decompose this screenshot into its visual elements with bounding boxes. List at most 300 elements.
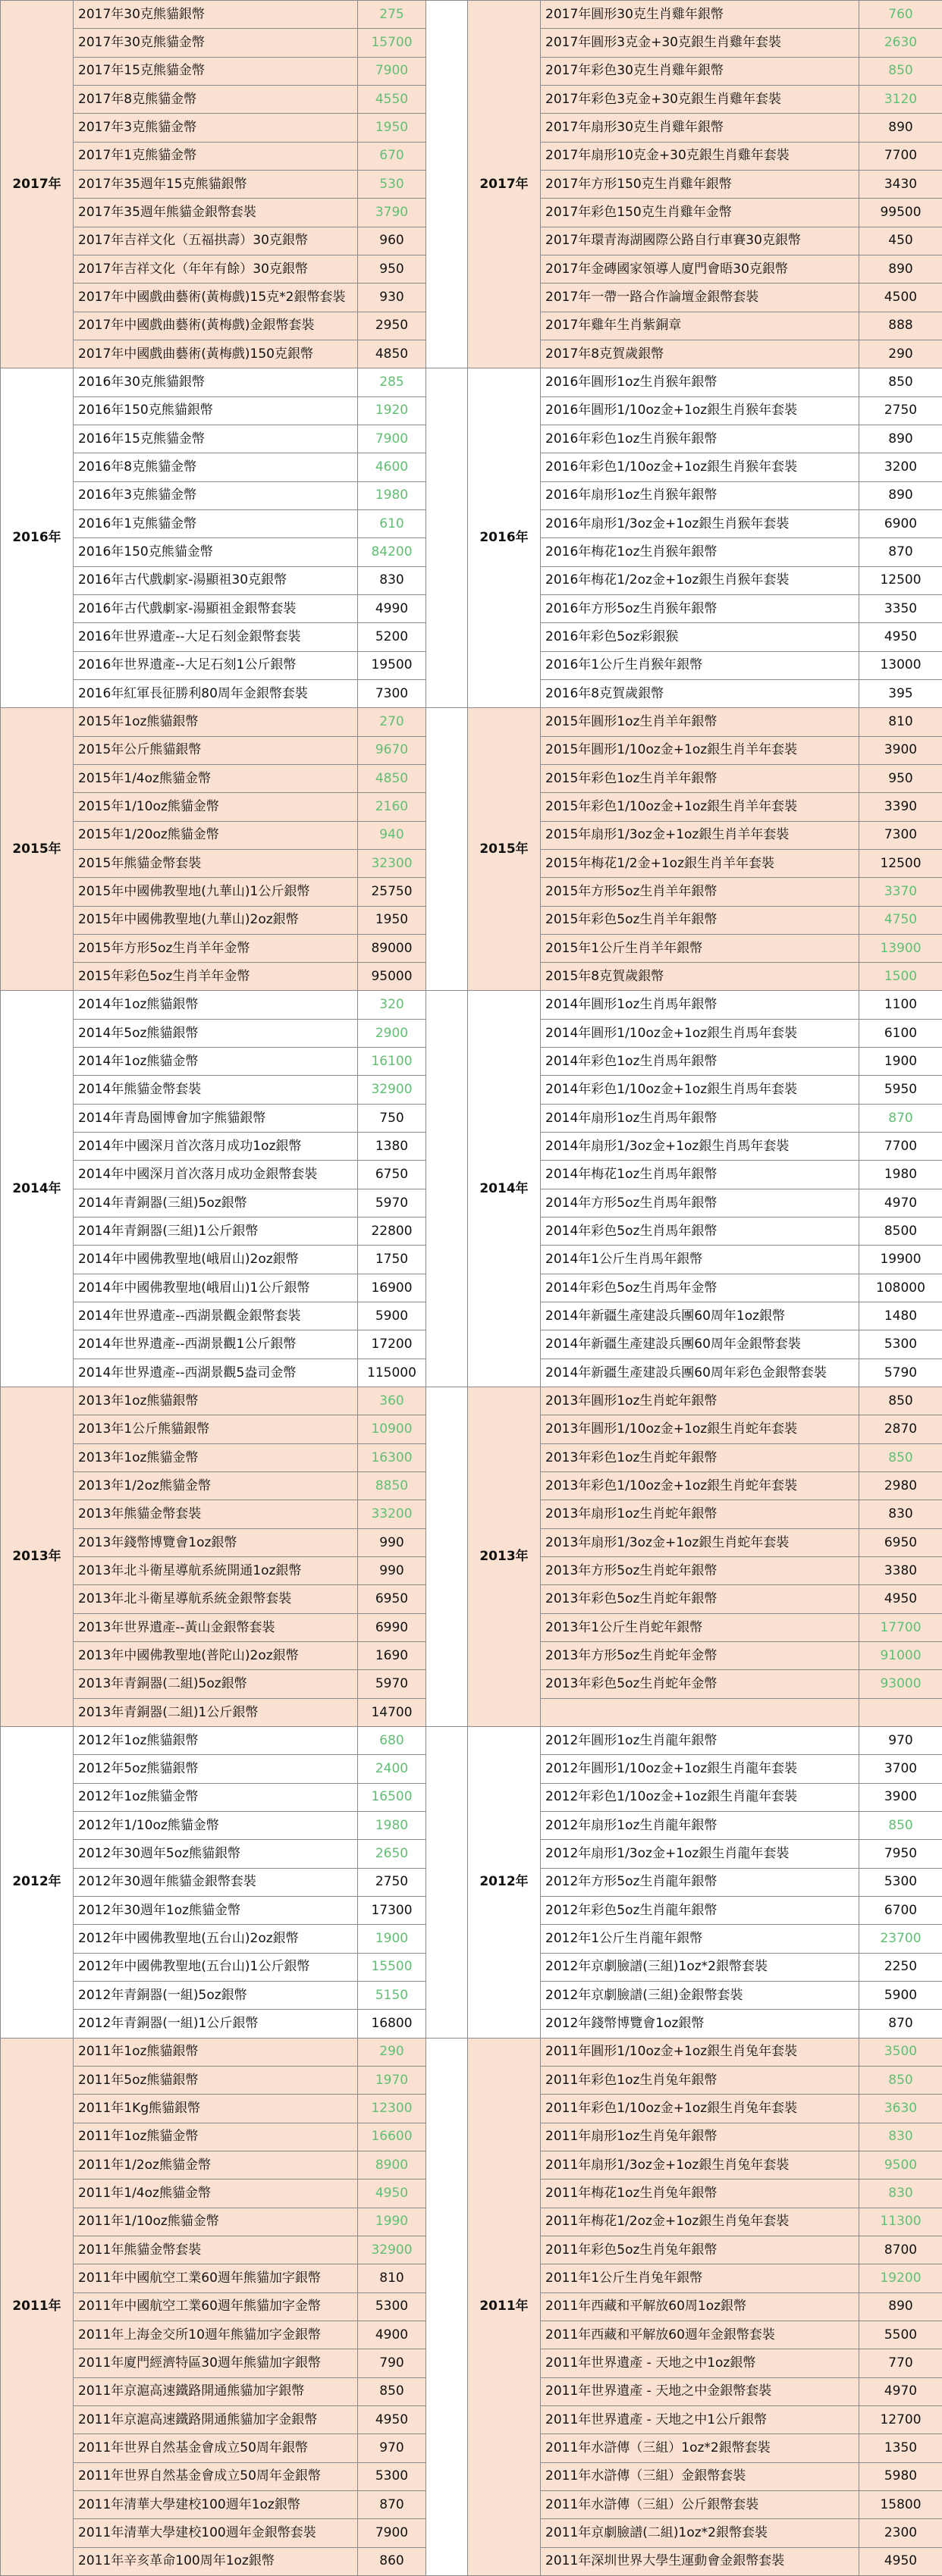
table-body: [1, 1, 942, 2576]
coin-name: 2016年1公斤生肖猴年銀幣: [541, 651, 859, 679]
coin-name: 2014年世界遺產--西湖景觀金銀幣套裝: [74, 1302, 358, 1330]
coin-price: 3900: [859, 1783, 942, 1811]
coin-price: 950: [859, 764, 942, 792]
coin-price: 32900: [358, 1076, 426, 1104]
coin-name: 2011年廈門經濟特區30週年熊貓加字銀幣: [74, 2349, 358, 2377]
coin-price: 17300: [358, 1896, 426, 1924]
coin-price: 2160: [358, 793, 426, 821]
coin-price: 2750: [859, 396, 942, 425]
coin-price: 33200: [358, 1500, 426, 1528]
coin-price: 2650: [358, 1840, 426, 1868]
coin-name: 2016年古代戲劇家-湯顯祖30克銀幣: [74, 566, 358, 594]
table-row: [1, 1387, 942, 1415]
coin-price: 2980: [859, 1472, 942, 1500]
coin-name: 2015年熊貓金幣套裝: [74, 849, 358, 877]
coin-name: 2012年30週年1oz熊貓金幣: [74, 1896, 358, 1924]
coin-price: 5300: [358, 2462, 426, 2490]
coin-price: 450: [859, 227, 942, 255]
coin-price: 970: [358, 2434, 426, 2462]
table-row: [1, 2038, 942, 2066]
coin-name: 2011年清華大學建校100週年金銀幣套裝: [74, 2519, 358, 2547]
coin-name: 2014年圓形1oz生肖馬年銀幣: [541, 991, 859, 1019]
coin-name: 2011年扇形1oz生肖兔年銀幣: [541, 2123, 859, 2151]
coin-price: 91000: [859, 1642, 942, 1670]
table-row: [1, 991, 942, 1019]
coin-price: 5500: [859, 2321, 942, 2349]
column-gap: [426, 1727, 468, 2039]
coin-price: 84200: [358, 538, 426, 566]
coin-price: 5300: [859, 1330, 942, 1359]
coin-price: 19200: [859, 2264, 942, 2292]
coin-price: 870: [859, 1104, 942, 1132]
coin-price: 850: [859, 57, 942, 85]
coin-name: 2014年1oz熊貓銀幣: [74, 991, 358, 1019]
coin-price: 5200: [358, 623, 426, 651]
coin-price: 7300: [358, 679, 426, 707]
coin-price: 6100: [859, 1019, 942, 1047]
coin-name: 2014年中國深月首次落月成功1oz銀幣: [74, 1133, 358, 1161]
coin-price: 3630: [859, 2095, 942, 2123]
coin-price: 8700: [859, 2236, 942, 2264]
coin-price: 270: [358, 708, 426, 736]
coin-name: 2017年吉祥文化（五福拱壽）30克銀幣: [74, 227, 358, 255]
coin-name: 2015年公斤熊貓銀幣: [74, 736, 358, 764]
coin-price: 1750: [358, 1246, 426, 1274]
coin-price: 3390: [859, 793, 942, 821]
coin-name: 2016年方形5oz生肖猴年銀幣: [541, 594, 859, 622]
coin-name: 2012年1公斤生肖龍年銀幣: [541, 1925, 859, 1953]
coin-name: 2014年新疆生產建設兵團60周年1oz銀幣: [541, 1302, 859, 1330]
coin-name: 2017年扇形10克金+30克銀生肖雞年套裝: [541, 142, 859, 170]
coin-price: 4850: [358, 764, 426, 792]
coin-price: 940: [358, 821, 426, 849]
coin-price: 1690: [358, 1642, 426, 1670]
coin-price: 4950: [859, 2547, 942, 2575]
coin-name: 2013年彩色1oz生肖蛇年銀幣: [541, 1443, 859, 1471]
coin-name: 2012年中國佛教聖地(五台山)1公斤銀幣: [74, 1953, 358, 1981]
coin-price: 6750: [358, 1161, 426, 1189]
coin-name: 2012年30週年5oz熊貓銀幣: [74, 1840, 358, 1868]
coin-name: 2014年中國佛教聖地(峨眉山)1公斤銀幣: [74, 1274, 358, 1302]
coin-name: 2015年1/20oz熊貓金幣: [74, 821, 358, 849]
coin-price: 4970: [859, 2377, 942, 2405]
coin-price: 530: [358, 170, 426, 198]
coin-name: 2016年世界遺產--大足石刻1公斤銀幣: [74, 651, 358, 679]
coin-name: 2017年圓形30克生肖雞年銀幣: [541, 1, 859, 29]
coin-price: 16900: [358, 1274, 426, 1302]
coin-name: 2014年中國深月首次落月成功金銀幣套裝: [74, 1161, 358, 1189]
coin-name: 2017年扇形30克生肖雞年銀幣: [541, 114, 859, 142]
coin-price: 32300: [358, 849, 426, 877]
coin-name: 2013年中國佛教聖地(普陀山)2oz銀幣: [74, 1642, 358, 1670]
coin-price: 19500: [358, 651, 426, 679]
coin-name: 2016年3克熊貓金幣: [74, 481, 358, 509]
coin-name: 2011年1/10oz熊貓金幣: [74, 2208, 358, 2236]
coin-price: 890: [859, 114, 942, 142]
coin-price: 5950: [859, 1076, 942, 1104]
coin-price: 10900: [358, 1415, 426, 1443]
coin-price: 4950: [859, 623, 942, 651]
year-label-left: 2015年: [1, 708, 74, 991]
coin-price: 2950: [358, 312, 426, 340]
coin-price: 6990: [358, 1613, 426, 1641]
coin-name: 2013年方形5oz生肖蛇年金幣: [541, 1642, 859, 1670]
coin-price: 810: [358, 2264, 426, 2292]
coin-name: 2017年彩色150克生肖雞年金幣: [541, 199, 859, 227]
coin-name: 2016年圓形1/10oz金+1oz銀生肖猴年套裝: [541, 396, 859, 425]
coin-price: 830: [358, 566, 426, 594]
coin-name: 2014年世界遺產--西湖景觀1公斤銀幣: [74, 1330, 358, 1359]
coin-price: 970: [859, 1727, 942, 1755]
coin-price: 290: [859, 340, 942, 368]
coin-price: 1980: [358, 481, 426, 509]
coin-name: 2015年中國佛教聖地(九華山)2oz銀幣: [74, 906, 358, 934]
coin-price: 17700: [859, 1613, 942, 1641]
coin-name: 2011年世界遺產 - 天地之中金銀幣套裝: [541, 2377, 859, 2405]
coin-price: 4500: [859, 284, 942, 312]
coin-name: 2011年梅花1/2oz金+1oz銀生肖兔年套裝: [541, 2208, 859, 2236]
coin-name: 2011年5oz熊貓銀幣: [74, 2066, 358, 2094]
coin-name: 2012年扇形1/3oz金+1oz銀生肖龍年套裝: [541, 1840, 859, 1868]
coin-name: 2014年彩色1/10oz金+1oz銀生肖馬年套裝: [541, 1076, 859, 1104]
coin-price: 1980: [358, 1812, 426, 1840]
coin-name: 2016年圓形1oz生肖猴年銀幣: [541, 368, 859, 396]
coin-name: 2015年方形5oz生肖羊年金幣: [74, 934, 358, 962]
coin-price: 108000: [859, 1274, 942, 1302]
coin-price: 870: [859, 538, 942, 566]
year-label-right: 2016年: [468, 368, 541, 708]
column-gap: [426, 1387, 468, 1727]
coin-price: 9670: [358, 736, 426, 764]
coin-name: 2016年梅花1/2oz金+1oz銀生肖猴年套裝: [541, 566, 859, 594]
coin-name: 2012年中國佛教聖地(五台山)2oz銀幣: [74, 1925, 358, 1953]
coin-name: 2011年1Kg熊貓銀幣: [74, 2095, 358, 2123]
coin-name: 2012年青銅器(一組)5oz銀幣: [74, 1981, 358, 2009]
coin-price: 16500: [358, 1783, 426, 1811]
coin-price: 2750: [358, 1868, 426, 1896]
coin-name: 2011年世界遺產 - 天地之中1公斤銀幣: [541, 2405, 859, 2433]
coin-name: 2014年梅花1oz生肖馬年銀幣: [541, 1161, 859, 1189]
coin-price: 930: [358, 284, 426, 312]
coin-name: 2014年新疆生產建設兵團60周年金銀幣套裝: [541, 1330, 859, 1359]
coin-price: 4950: [358, 2180, 426, 2208]
year-label-left: 2016年: [1, 368, 74, 708]
coin-name: 2012年30週年熊貓金銀幣套裝: [74, 1868, 358, 1896]
coin-price: 4600: [358, 453, 426, 481]
coin-name: 2013年彩色5oz生肖蛇年銀幣: [541, 1585, 859, 1613]
coin-name: 2013年方形5oz生肖蛇年銀幣: [541, 1557, 859, 1585]
coin-name: 2011年中國航空工業60週年熊貓加字金幣: [74, 2292, 358, 2321]
coin-price: 275: [358, 1, 426, 29]
coin-price: 750: [358, 1104, 426, 1132]
coin-name: 2015年彩色5oz生肖羊年金幣: [74, 963, 358, 991]
coin-name: 2013年圓形1oz生肖蛇年銀幣: [541, 1387, 859, 1415]
coin-price: 6900: [859, 509, 942, 537]
coin-price: 830: [859, 2123, 942, 2151]
coin-name: 2012年1/10oz熊貓金幣: [74, 1812, 358, 1840]
coin-price: 670: [358, 142, 426, 170]
coin-price: 1900: [358, 1925, 426, 1953]
coin-name: 2017年雞年生肖紫銅章: [541, 312, 859, 340]
year-label-right: 2012年: [468, 1727, 541, 2039]
coin-price: 850: [859, 368, 942, 396]
coin-name: 2014年熊貓金幣套裝: [74, 1076, 358, 1104]
coin-price: 850: [859, 2066, 942, 2094]
coin-price: 5150: [358, 1981, 426, 2009]
coin-name: 2013年北斗衛星導航系統金銀幣套裝: [74, 1585, 358, 1613]
coin-name: 2016年彩色5oz彩銀猴: [541, 623, 859, 651]
coin-name: 2012年圓形1oz生肖龍年銀幣: [541, 1727, 859, 1755]
coin-name: 2011年水滸傳（三組）公斤銀幣套裝: [541, 2490, 859, 2518]
coin-name: 2015年中國佛教聖地(九華山)1公斤銀幣: [74, 878, 358, 906]
coin-price: 810: [859, 708, 942, 736]
coin-price: 830: [859, 2180, 942, 2208]
coin-name: 2014年彩色1oz生肖馬年銀幣: [541, 1048, 859, 1076]
coin-name: 2015年梅花1/2金+1oz銀生肖羊年套裝: [541, 849, 859, 877]
coin-price: 93000: [859, 1670, 942, 1698]
coin-price: 15500: [358, 1953, 426, 1981]
coin-name: 2012年京劇臉譜(三組)金銀幣套裝: [541, 1981, 859, 2009]
coin-name: 2011年1/4oz熊貓金幣: [74, 2180, 358, 2208]
year-label-right: 2013年: [468, 1387, 541, 1727]
coin-name: 2013年世界遺產--黃山金銀幣套裝: [74, 1613, 358, 1641]
coin-name: 2016年30克熊貓銀幣: [74, 368, 358, 396]
coin-price: 5300: [859, 1868, 942, 1896]
coin-price: 3120: [859, 85, 942, 113]
year-label-left: 2011年: [1, 2038, 74, 2575]
coin-name: 2011年京劇臉譜(二組)1oz*2銀幣套裝: [541, 2519, 859, 2547]
coin-price: 4900: [358, 2321, 426, 2349]
coin-price: 6700: [859, 1896, 942, 1924]
coin-price: 1920: [358, 396, 426, 425]
year-label-left: 2012年: [1, 1727, 74, 2039]
coin-price: 3900: [859, 736, 942, 764]
coin-price: 960: [358, 227, 426, 255]
coin-price: 1500: [859, 963, 942, 991]
year-label-left: 2013年: [1, 1387, 74, 1727]
coin-price: 4850: [358, 340, 426, 368]
coin-name: 2011年西藏和平解放60週年金銀幣套裝: [541, 2321, 859, 2349]
coin-price: 790: [358, 2349, 426, 2377]
column-gap: [426, 368, 468, 708]
coin-name: 2011年彩色1/10oz金+1oz銀生肖兔年套裝: [541, 2095, 859, 2123]
coin-name: 2012年扇形1oz生肖龍年銀幣: [541, 1812, 859, 1840]
coin-price: 1950: [358, 114, 426, 142]
coin-name: 2011年世界遺產 - 天地之中1oz銀幣: [541, 2349, 859, 2377]
coin-price: 290: [358, 2038, 426, 2066]
coin-name: 2016年梅花1oz生肖猴年銀幣: [541, 538, 859, 566]
coin-price: 12300: [358, 2095, 426, 2123]
coin-name: 2011年水滸傳（三組）1oz*2銀幣套裝: [541, 2434, 859, 2462]
coin-name: 2016年彩色1/10oz金+1oz銀生肖猴年套裝: [541, 453, 859, 481]
coin-name: 2016年15克熊貓金幣: [74, 425, 358, 453]
coin-name: 2014年扇形1oz生肖馬年銀幣: [541, 1104, 859, 1132]
coin-name: 2017年8克賀歲銀幣: [541, 340, 859, 368]
coin-price: 16100: [358, 1048, 426, 1076]
coin-price: 16600: [358, 2123, 426, 2151]
coin-price: 7900: [358, 425, 426, 453]
coin-name: 2012年彩色1/10oz金+1oz銀生肖龍年套裝: [541, 1783, 859, 1811]
coin-name: 2014年圓形1/10oz金+1oz銀生肖馬年套裝: [541, 1019, 859, 1047]
table-row: [1, 368, 942, 396]
coin-price: 7950: [859, 1840, 942, 1868]
coin-price: 7700: [859, 142, 942, 170]
coin-name: 2013年1oz熊貓銀幣: [74, 1387, 358, 1415]
coin-name: 2011年清華大學建校100週年1oz銀幣: [74, 2490, 358, 2518]
coin-price: 99500: [859, 199, 942, 227]
coin-price: 7300: [859, 821, 942, 849]
coin-price: 990: [358, 1557, 426, 1585]
coin-name: 2011年京滬高速鐵路開通熊貓加字銀幣: [74, 2377, 358, 2405]
coin-name: 2016年150克熊貓金幣: [74, 538, 358, 566]
coin-name: 2017年3克熊貓金幣: [74, 114, 358, 142]
coin-price: 5790: [859, 1359, 942, 1387]
coin-price: 1950: [358, 906, 426, 934]
coin-name: 2016年扇形1/3oz金+1oz銀生肖猴年套裝: [541, 509, 859, 537]
year-label-left: 2017年: [1, 1, 74, 368]
coin-price: 320: [358, 991, 426, 1019]
coin-name: 2013年錢幣博覽會1oz銀幣: [74, 1528, 358, 1556]
coin-price: 4550: [358, 85, 426, 113]
coin-name: 2017年一帶一路合作論壇金銀幣套裝: [541, 284, 859, 312]
coin-price: 2900: [358, 1019, 426, 1047]
coin-price: 850: [859, 1812, 942, 1840]
coin-name: 2014年青島園博會加字熊貓銀幣: [74, 1104, 358, 1132]
table-row: [1, 1727, 942, 1755]
coin-name: 2015年扇形1/3oz金+1oz銀生肖羊年套裝: [541, 821, 859, 849]
coin-price: 4950: [859, 1585, 942, 1613]
coin-name: 2017年方形150克生肖雞年銀幣: [541, 170, 859, 198]
coin-name: 2014年1oz熊貓金幣: [74, 1048, 358, 1076]
coin-name: [541, 1698, 859, 1726]
coin-price: 990: [358, 1528, 426, 1556]
coin-price: 850: [358, 2377, 426, 2405]
coin-price: 890: [859, 425, 942, 453]
column-gap: [426, 1, 468, 368]
coin-price: 23700: [859, 1925, 942, 1953]
coin-price: 19900: [859, 1246, 942, 1274]
coin-name: 2011年1oz熊貓銀幣: [74, 2038, 358, 2066]
coin-name: 2015年1/10oz熊貓金幣: [74, 793, 358, 821]
coin-price: 3380: [859, 1557, 942, 1585]
coin-name: 2011年辛亥革命100周年1oz銀幣: [74, 2547, 358, 2575]
coin-name: 2011年彩色1oz生肖兔年銀幣: [541, 2066, 859, 2094]
coin-price: 3700: [859, 1755, 942, 1783]
coin-name: 2014年1公斤生肖馬年銀幣: [541, 1246, 859, 1274]
coin-name: 2011年世界自然基金會成立50周年銀幣: [74, 2434, 358, 2462]
coin-price: 7700: [859, 1133, 942, 1161]
coin-name: 2015年方形5oz生肖羊年銀幣: [541, 878, 859, 906]
coin-price: 5980: [859, 2462, 942, 2490]
coin-price: 2300: [859, 2519, 942, 2547]
coin-price: 12500: [859, 566, 942, 594]
coin-name: 2011年中國航空工業60週年熊貓加字銀幣: [74, 2264, 358, 2292]
coin-price: 1980: [859, 1161, 942, 1189]
coin-price: 360: [358, 1387, 426, 1415]
coin-name: 2011年1公斤生肖兔年銀幣: [541, 2264, 859, 2292]
coin-name: 2016年1克熊貓金幣: [74, 509, 358, 537]
coin-price: 870: [859, 2010, 942, 2038]
coin-name: 2017年30克熊貓金幣: [74, 29, 358, 57]
coin-name: 2014年中國佛教聖地(峨眉山)2oz銀幣: [74, 1246, 358, 1274]
coin-price: 115000: [358, 1359, 426, 1387]
coin-price: 7900: [358, 2519, 426, 2547]
coin-name: 2017年15克熊貓金幣: [74, 57, 358, 85]
coin-price: 5900: [358, 1302, 426, 1330]
coin-name: 2012年京劇臉譜(三組)1oz*2銀幣套裝: [541, 1953, 859, 1981]
coin-price: 1970: [358, 2066, 426, 2094]
coin-name: 2016年8克賀歲銀幣: [541, 679, 859, 707]
coin-price: 9500: [859, 2151, 942, 2179]
year-label-right: 2014年: [468, 991, 541, 1387]
coin-name: 2017年中國戲曲藝術(黃梅戲)150克銀幣: [74, 340, 358, 368]
coin-price: 16800: [358, 2010, 426, 2038]
coin-price: [859, 1698, 942, 1726]
year-label-right: 2017年: [468, 1, 541, 368]
coin-price: 13000: [859, 651, 942, 679]
coin-name: 2012年方形5oz生肖龍年銀幣: [541, 1868, 859, 1896]
coin-name: 2011年深圳世界大學生運動會金銀幣套裝: [541, 2547, 859, 2575]
coin-name: 2017年吉祥文化（年年有餘）30克銀幣: [74, 255, 358, 283]
coin-price: 5970: [358, 1670, 426, 1698]
coin-name: 2013年1公斤熊貓銀幣: [74, 1415, 358, 1443]
coin-price: 4970: [859, 1189, 942, 1217]
coin-name: 2015年8克賀歲銀幣: [541, 963, 859, 991]
coin-name: 2015年圓形1/10oz金+1oz銀生肖羊年套裝: [541, 736, 859, 764]
coin-price: 890: [859, 2292, 942, 2321]
coin-price: 89000: [358, 934, 426, 962]
coin-name: 2011年上海金交所10週年熊貓加字金銀幣: [74, 2321, 358, 2349]
coin-name: 2013年青銅器(二組)1公斤銀幣: [74, 1698, 358, 1726]
coin-name: 2014年5oz熊貓銀幣: [74, 1019, 358, 1047]
coin-name: 2011年1oz熊貓金幣: [74, 2123, 358, 2151]
year-label-left: 2014年: [1, 991, 74, 1387]
coin-price: 890: [859, 255, 942, 283]
coin-name: 2013年彩色1/10oz金+1oz銀生肖蛇年套裝: [541, 1472, 859, 1500]
year-label-right: 2011年: [468, 2038, 541, 2575]
coin-price: 2250: [859, 1953, 942, 1981]
coin-price: 3500: [859, 2038, 942, 2066]
coin-name: 2016年150克熊貓銀幣: [74, 396, 358, 425]
coin-name: 2014年青銅器(三組)1公斤銀幣: [74, 1217, 358, 1246]
coin-name: 2017年35週年15克熊貓銀幣: [74, 170, 358, 198]
coin-name: 2013年北斗衛星導航系統開通1oz銀幣: [74, 1557, 358, 1585]
year-label-right: 2015年: [468, 708, 541, 991]
coin-name: 2014年方形5oz生肖馬年銀幣: [541, 1189, 859, 1217]
coin-price: 6950: [859, 1528, 942, 1556]
coin-price: 3200: [859, 453, 942, 481]
coin-price: 860: [358, 2547, 426, 2575]
coin-name: 2015年彩色1/10oz金+1oz銀生肖羊年套裝: [541, 793, 859, 821]
column-gap: [426, 2038, 468, 2575]
coin-price: 7900: [358, 57, 426, 85]
table-row: [1, 708, 942, 736]
coin-name: 2017年彩色3克金+30克銀生肖雞年套裝: [541, 85, 859, 113]
coin-price: 4750: [859, 906, 942, 934]
coin-name: 2013年圓形1/10oz金+1oz銀生肖蛇年套裝: [541, 1415, 859, 1443]
coin-name: 2013年熊貓金幣套裝: [74, 1500, 358, 1528]
coin-price: 5900: [859, 1981, 942, 2009]
coin-price: 850: [859, 1443, 942, 1471]
coin-name: 2014年彩色5oz生肖馬年銀幣: [541, 1217, 859, 1246]
coin-name: 2014年扇形1/3oz金+1oz銀生肖馬年套裝: [541, 1133, 859, 1161]
coin-price: 680: [358, 1727, 426, 1755]
coin-name: 2012年5oz熊貓銀幣: [74, 1755, 358, 1783]
coin-price: 3350: [859, 594, 942, 622]
coin-price: 1350: [859, 2434, 942, 2462]
coin-price: 610: [358, 509, 426, 537]
coin-name: 2011年圓形1/10oz金+1oz銀生肖兔年套裝: [541, 2038, 859, 2066]
